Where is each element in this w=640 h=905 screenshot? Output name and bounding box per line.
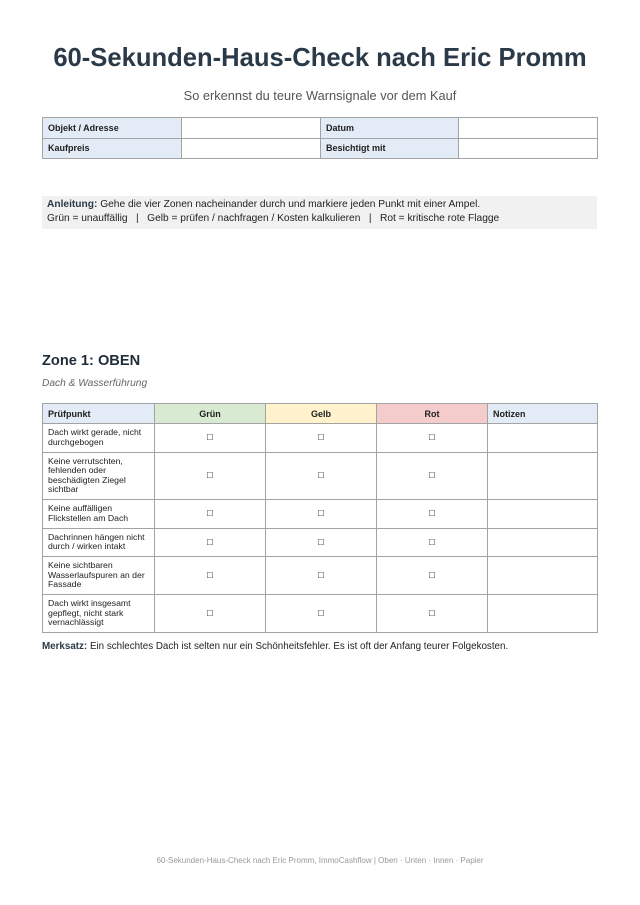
checkbox-icon: ☐ (428, 433, 436, 442)
checklist-table (42, 403, 598, 633)
info-table (42, 117, 598, 159)
info-row (43, 118, 598, 139)
page-title: 60-Sekunden-Haus-Check nach Eric Promm (53, 44, 587, 72)
checkpoint-label: Dach wirkt gerade, nicht durchgebogen (43, 424, 155, 453)
checkbox-icon: ☐ (428, 537, 436, 547)
green-cell (155, 557, 266, 595)
traffic-light-legend: Grün = unauffällig | Gelb = prüfen / nachfragen / Kosten kalkulieren | Rot = kritische rote Flagge (47, 213, 500, 224)
checkpoint-label: Dach wirkt insgesamt gepflegt, nicht stark vernachlässigt (43, 595, 155, 633)
notes-cell (488, 452, 598, 500)
info-value-price (182, 138, 321, 159)
table-row (43, 557, 598, 595)
checkbox-icon: ☐ (428, 509, 436, 518)
checkpoint-label: Keine sichtbaren Wasserlaufspuren an der Fassade (43, 557, 155, 595)
checkbox-icon: ☐ (428, 608, 436, 618)
table-row (43, 424, 598, 453)
red-cell (377, 452, 488, 500)
yellow-cell (266, 595, 377, 633)
red-cell (377, 557, 488, 595)
checkbox-icon: ☐ (317, 608, 325, 618)
takeaway-label: Merksatz: (42, 641, 88, 652)
notes-cell (488, 528, 598, 557)
info-label-date: Datum (321, 118, 459, 139)
checkbox-icon: ☐ (317, 509, 325, 518)
page-subtitle: So erkennst du teure Warnsignale vor dem Kauf (183, 88, 457, 103)
takeaway-note (42, 641, 602, 653)
green-cell (155, 500, 266, 529)
checkbox-icon: ☐ (317, 433, 325, 442)
checkbox-icon: ☐ (206, 537, 214, 547)
notes-cell (488, 595, 598, 633)
checkbox-icon: ☐ (317, 537, 325, 547)
checkbox-icon: ☐ (206, 608, 214, 618)
instructions-text: Gehe die vier Zonen nacheinander durch und markiere jeden Punkt mit einer Ampel. (100, 199, 481, 210)
yellow-cell (266, 424, 377, 453)
info-value-date (459, 118, 598, 139)
red-cell (377, 424, 488, 453)
green-cell (155, 452, 266, 500)
checkbox-icon: ☐ (206, 570, 214, 580)
zone-subtitle: Dach & Wasserführung (42, 377, 148, 389)
instructions-label: Anleitung: (47, 199, 98, 210)
green-cell (155, 595, 266, 633)
info-label-visited-with: Besichtigt mit (321, 138, 459, 159)
checkbox-icon: ☐ (206, 433, 214, 442)
column-header-checkpoint: Prüfpunkt (43, 404, 155, 424)
instructions-box (42, 196, 597, 229)
checkpoint-label: Dachrinnen hängen nicht durch / wirken intakt (43, 528, 155, 557)
info-row (43, 138, 598, 159)
checkpoint-label: Keine verrutschten, fehlenden oder beschädigten Ziegel sichtbar (43, 452, 155, 500)
takeaway-text: Ein schlechtes Dach ist selten nur ein Schönheitsfehler. Es ist oft der Anfang teurer Folgekosten. (89, 641, 509, 652)
checkbox-icon: ☐ (206, 509, 214, 518)
checkbox-icon: ☐ (317, 471, 325, 480)
table-row (43, 500, 598, 529)
checkpoint-label: Keine auffälligen Flickstellen am Dach (43, 500, 155, 529)
checkbox-icon: ☐ (317, 570, 325, 580)
info-label-price: Kaufpreis (43, 138, 182, 159)
column-header-yellow: Gelb (266, 404, 377, 424)
table-row (43, 452, 598, 500)
checkbox-icon: ☐ (206, 471, 214, 480)
info-value-object (182, 118, 321, 139)
yellow-cell (266, 452, 377, 500)
column-header-green: Grün (155, 404, 266, 424)
checkbox-icon: ☐ (428, 570, 436, 580)
yellow-cell (266, 528, 377, 557)
green-cell (155, 424, 266, 453)
page-footer: 60-Sekunden-Haus-Check nach Eric Promm, ImmoCashflow | Oben · Unten · Innen · Papier (156, 856, 484, 865)
column-header-notes: Notizen (488, 404, 598, 424)
checkbox-icon: ☐ (428, 471, 436, 480)
table-row (43, 528, 598, 557)
instructions-line (47, 198, 592, 212)
notes-cell (488, 424, 598, 453)
info-label-object: Objekt / Adresse (43, 118, 182, 139)
notes-cell (488, 500, 598, 529)
table-header-row (43, 404, 598, 424)
info-value-visited-with (459, 138, 598, 159)
red-cell (377, 528, 488, 557)
notes-cell (488, 557, 598, 595)
green-cell (155, 528, 266, 557)
column-header-red: Rot (377, 404, 488, 424)
red-cell (377, 595, 488, 633)
yellow-cell (266, 500, 377, 529)
table-row (43, 595, 598, 633)
red-cell (377, 500, 488, 529)
yellow-cell (266, 557, 377, 595)
zone-title: Zone 1: OBEN (42, 353, 141, 369)
